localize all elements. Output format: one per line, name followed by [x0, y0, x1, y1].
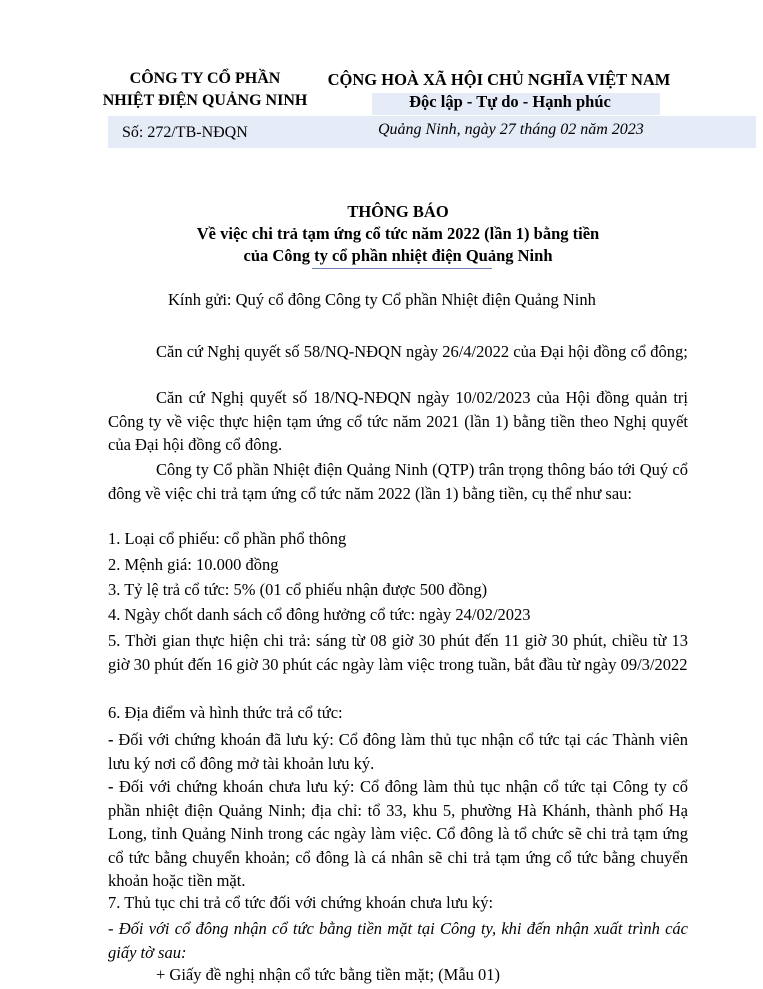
list-item-1: 1. Loại cổ phiếu: cổ phần phổ thông: [108, 529, 347, 548]
notice-subtitle-line1: Về việc chi trả tạm ứng cổ tức năm 2022 (lần 1) bằng tiền: [196, 224, 600, 243]
basis-paragraph-2: Căn cứ Nghị quyết số 18/NQ-NĐQN ngày 10/02/2023 của Hội đồng quản trị Công ty về việc thực hiện tạm ứng cổ tức năm 2021 (lần 1) bằng tiền theo Nghị quyết của Đại hội đồng cổ đông.: [108, 388, 688, 454]
doc-number: Số: 272/TB-NĐQN: [122, 124, 248, 141]
dash-marker: -: [108, 730, 119, 749]
title-underline: [312, 268, 492, 269]
list-item-4: 4. Ngày chốt danh sách cổ đông hưởng cổ tức: ngày 24/02/2023: [108, 605, 531, 624]
place-date: Quảng Ninh, ngày 27 tháng 02 năm 2023: [378, 121, 644, 138]
list-item-6: 6. Địa điểm và hình thức trả cổ tức:: [108, 703, 343, 722]
list-item-5: 5. Thời gian thực hiện chi trả: sáng từ 08 giờ 30 phút đến 11 giờ 30 phút, chiều từ 13 giờ 30 phút đến 16 giờ 30 phút các ngày làm việc trong tuần, bắt đầu từ ngày 09/3/2022: [108, 631, 688, 674]
motto: Độc lập - Tự do - Hạnh phúc: [409, 92, 611, 111]
list-item-6a: [108, 728, 688, 775]
basis-paragraph-1: Căn cứ Nghị quyết số 58/NQ-NĐQN ngày 26/4/2022 của Đại hội đồng cổ đông;: [156, 342, 688, 361]
list-item-7a: - Đối với cổ đông nhận cổ tức bằng tiền mặt tại Công ty, khi đến nhận xuất trình các giấy tờ sau:: [108, 919, 688, 962]
intro-paragraph: Công ty Cổ phần Nhiệt điện Quảng Ninh (QTP) trân trọng thông báo tới Quý cổ đông về việc chi trả tạm ứng cổ tức năm 2022 (lần 1) bằng tiền, cụ thể như sau:: [108, 460, 688, 503]
notice-title: THÔNG BÁO: [347, 202, 449, 221]
list-item-7a1: + Giấy đề nghị nhận cổ tức bằng tiền mặt; (Mẫu 01): [156, 965, 501, 984]
list-item-3: 3. Tỷ lệ trả cổ tức: 5% (01 cổ phiếu nhận được 500 đồng): [108, 580, 488, 599]
list-item-2: 2. Mệnh giá: 10.000 đồng: [108, 555, 279, 574]
dash-marker: -: [108, 777, 120, 796]
list-item-7: 7. Thủ tục chi trả cổ tức đối với chứng khoán chưa lưu ký:: [108, 893, 494, 912]
list-item-6b-text: Đối với chứng khoán chưa lưu ký: Cổ đông làm thủ tục nhận cổ tức tại Công ty cổ phần nhiệt điện Quảng Ninh; địa chỉ: tổ 33, khu 5, phường Hà Khánh, thành phố Hạ Long, tỉnh Quảng Ninh trong các ngày làm việc. Cổ đông là tổ chức sẽ chi trả tạm ứng cổ tức bằng chuyển khoản; cổ đông là cá nhân sẽ chi trả tạm ứng cổ tức bằng chuyển khoản hoặc tiền mặt.: [108, 777, 688, 890]
list-item-6a-text: Đối với chứng khoán đã lưu ký: Cổ đông làm thủ tục nhận cổ tức tại các Thành viên lưu ký nơi cổ đông mở tài khoản lưu ký.: [108, 730, 688, 773]
republic-title: CỘNG HOÀ XÃ HỘI CHỦ NGHĨA VIỆT NAM: [327, 70, 671, 89]
recipient-line: Kính gửi: Quý cổ đông Công ty Cổ phần Nhiệt điện Quảng Ninh: [168, 290, 596, 309]
company-name-line1: CÔNG TY CỔ PHẦN: [129, 70, 281, 87]
list-item-6b: [108, 775, 688, 893]
company-name-line2: NHIỆT ĐIỆN QUẢNG NINH: [102, 92, 308, 109]
notice-subtitle-line2: của Công ty cổ phần nhiệt điện Quảng Ninh: [243, 246, 553, 265]
